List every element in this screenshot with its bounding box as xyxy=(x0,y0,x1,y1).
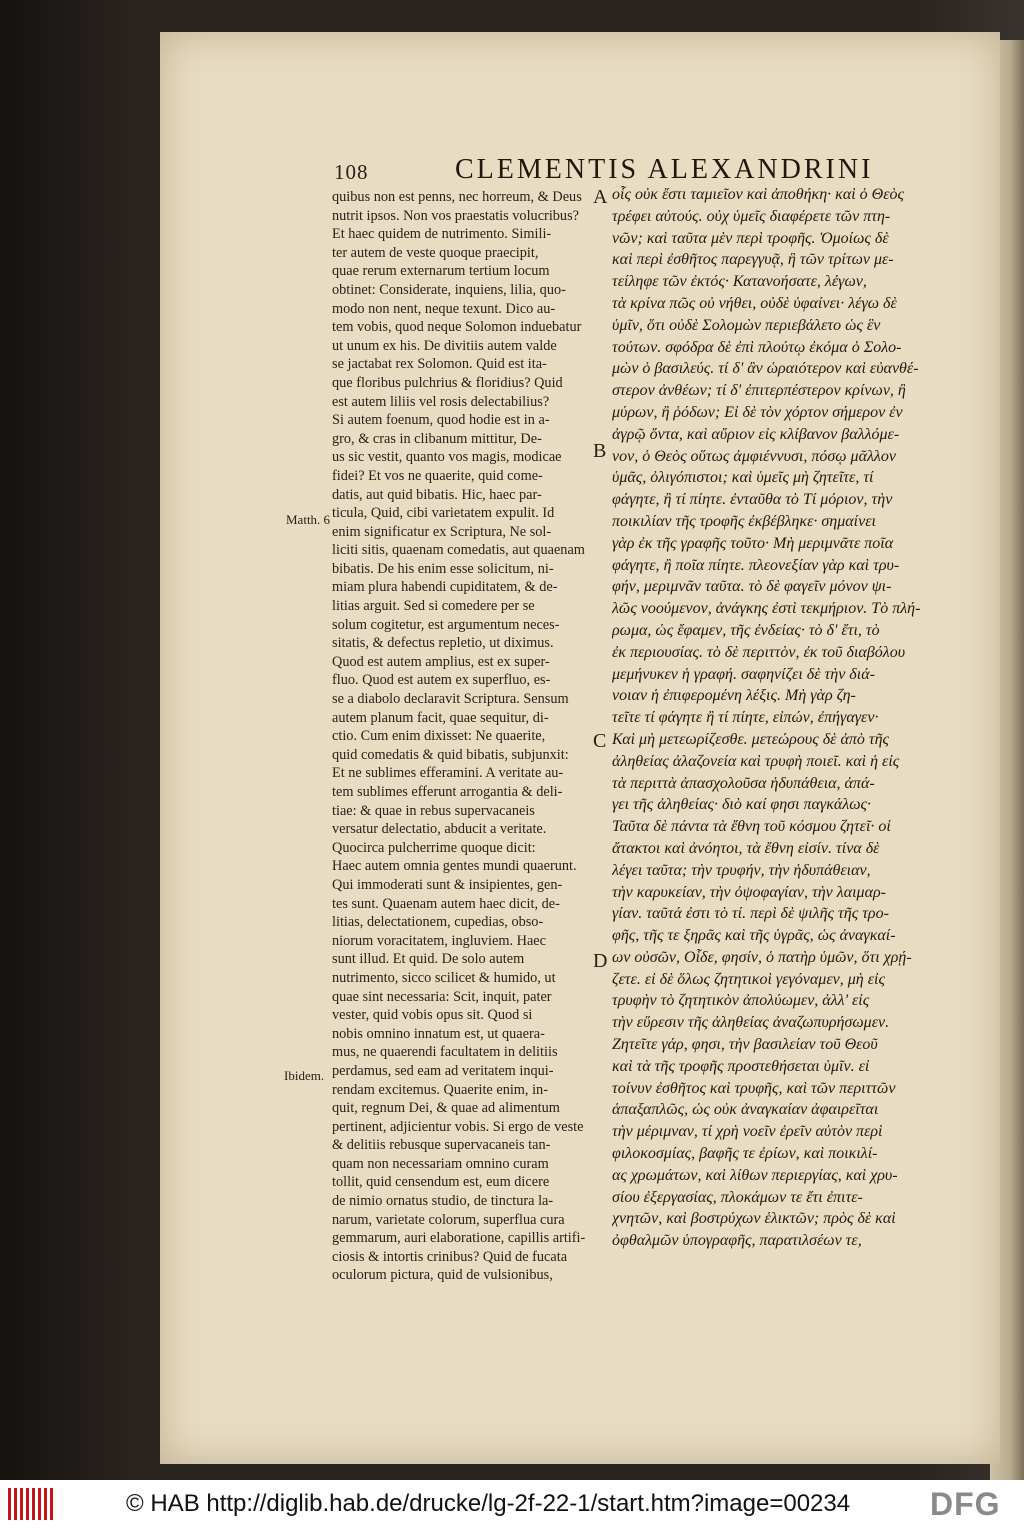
greek-text-line: τὴν εὕρεσιν τῆς ἀληθείας ἀναζωπυρήσωμεν. xyxy=(612,1014,890,1032)
latin-text-line: Si autem foenum, quod hodie est in a- xyxy=(332,412,550,429)
latin-text-line: nutrimento, sicco scilicet & humido, ut xyxy=(332,969,556,986)
latin-text-line: narum, varietate colorum, superflua cura xyxy=(332,1211,565,1228)
latin-text-line: litias arguit. Sed si comedere per se xyxy=(332,598,535,615)
latin-text-line: nobis omnino innatum est, ut quaera- xyxy=(332,1025,545,1042)
section-marker-c: C xyxy=(593,730,607,752)
greek-text-line: καὶ τὰ τῆς τροφῆς προστεθήσεται ὑμῖν. εἰ xyxy=(612,1057,870,1075)
greek-text-line: φιλοκοσμίας, βαφῆς τε ἐρίων, καὶ ποικιλί- xyxy=(612,1145,878,1163)
latin-text-line: datis, aut quid bibatis. Hic, haec par- xyxy=(332,486,542,503)
latin-text-line: gro, & cras in clibanum mittitur, De- xyxy=(332,430,542,447)
latin-text-line: miam plura habendi cupiditatem, & de- xyxy=(332,579,558,596)
section-marker-b: B xyxy=(593,440,607,462)
latin-text-line: perdamus, sed eam ad veritatem inqui- xyxy=(332,1062,554,1079)
footer-bar xyxy=(0,1480,1024,1529)
margin-note-ibidem: Ibidem. xyxy=(284,1068,325,1083)
greek-text-line: γίαν. ταῦτά ἐστι τὸ τί. περὶ δὲ ψιλῆς τῆς τρο- xyxy=(612,905,889,923)
margin-note-matth: Matth. 6 xyxy=(286,512,331,527)
latin-text-line: de nimio ornatus studio, de tinctura la- xyxy=(332,1193,554,1210)
greek-text-line: τὴν καρυκείαν, τὴν ὀψοφαγίαν, τὴν λαιμαρ- xyxy=(612,883,886,901)
greek-column xyxy=(612,184,944,1252)
greek-text-line: νοιαν ἡ ἐπιφερομένη λέξις. Μὴ γὰρ ζη- xyxy=(612,687,856,705)
greek-text-line: φῆς, τῆς τε ξηρᾶς καὶ τῆς ὑγρᾶς, ὡς ἀναγκαί- xyxy=(612,927,896,945)
latin-text-line: quid comedatis & quid bibatis, subjunxit: xyxy=(332,746,569,763)
greek-text-line: λῶς νοούμενον, ἀνάγκης ἐστὶ τεκμήριον. Τὸ πλή- xyxy=(612,600,921,618)
greek-text-line: ρωμα, ὡς ἔφαμεν, τῆς ἐνδείας· τὸ δ' ἔτι, τὸ xyxy=(612,621,880,639)
latin-text-line: bibatis. De his enim esse solicitum, ni- xyxy=(332,560,554,577)
dfg-logo: DFG xyxy=(930,1486,1001,1522)
greek-text-line: τείληφε τῶν ἐκτός· Κατανοήσατε, λέγων, xyxy=(612,273,867,291)
greek-text-line: ἐκ περιουσίας. τὸ δὲ περιττὸν, ἐκ τοῦ διαβόλου xyxy=(612,643,906,661)
greek-text-line: φήν, μεριμνᾶν ταῦτα. τὸ δὲ φαγεῖν μόνον ψι- xyxy=(612,578,892,596)
greek-text-line: φάγητε, ἢ τί πίητε. ἐνταῦθα τὸ Τί μόριον, τὴν xyxy=(612,491,893,509)
greek-text-line: ὑμῖν, ὅτι οὐδὲ Σολομὼν περιεβάλετο ὡς ἓν xyxy=(612,316,881,334)
greek-text-line: τρυφὴν τὸ ζητητικὸν ἀπολύωμεν, ἀλλ' εἰς xyxy=(612,992,870,1010)
greek-text-line: χνητῶν, καὶ βοστρύχων ἑλικτῶν; πρὸς δὲ καὶ xyxy=(612,1210,896,1228)
section-marker-a: A xyxy=(593,186,608,208)
latin-text-line: mus, ne quaerendi facultatem in delitiis xyxy=(332,1044,558,1061)
latin-text-line: fidei? Et vos ne quaerite, quid come- xyxy=(332,467,543,484)
latin-text-line: quit, regnum Dei, & quae ad alimentum xyxy=(332,1100,560,1117)
latin-text-line: rendam excitemus. Quaerite enim, in- xyxy=(332,1081,548,1098)
latin-text-line: quibus non est penns, nec horreum, & Deus xyxy=(332,189,582,205)
greek-text-line: οἷς οὐκ ἔστι ταμιεῖον καὶ ἀποθήκη· καὶ ὁ Θεὸς xyxy=(612,186,905,203)
greek-text-line: στερον ἀνθέων; τί δ' ἐπιτερπέστερον κρίνων, ἢ xyxy=(612,382,906,400)
latin-text-line: vester, quid vobis opus sit. Quod si xyxy=(332,1007,533,1024)
latin-text-line: & delitiis rebusque supervacaneis tan- xyxy=(332,1137,551,1154)
latin-text-line: ticula, Quid, cibi varietatem expulit. Id xyxy=(332,505,555,522)
latin-text-line: ciosis & intortis crinibus? Quid de fucata xyxy=(332,1248,568,1265)
latin-text-line: obtinet: Considerate, inquiens, lilia, quo- xyxy=(332,281,566,298)
greek-text-line: ζετε. εἰ δὲ ὅλως ζητητικοὶ γεγόναμεν, μὴ εἰς xyxy=(612,970,885,988)
greek-text-line: γει τῆς ἀληθείας· διὸ καί φησι παγκάλως· xyxy=(612,796,872,814)
latin-column xyxy=(332,188,594,1285)
running-head-title: CLEMENTIS ALEXANDRINI xyxy=(455,154,874,185)
greek-text-line: τούτων. σφόδρα δὲ ἐπὶ πλούτῳ ἐκόμα ὁ Σολο- xyxy=(612,338,902,356)
latin-text-line: enim significatur ex Scriptura, Ne sol- xyxy=(332,523,552,540)
greek-text-line: τὴν μέριμναν, τί χρὴ νοεῖν ἐρεῖν αὐτὸν περὶ xyxy=(612,1123,883,1141)
latin-text-line: Haec autem omnia gentes mundi quaerunt. xyxy=(332,858,577,875)
section-marker-d: D xyxy=(593,950,608,972)
page-number: 108 xyxy=(334,160,369,184)
greek-text-line: ἄτακτοι καὶ ἀνόητοι, τὰ ἔθνη εἰσίν. τίνα δὲ xyxy=(612,839,880,857)
latin-text-line: Qui immoderati sunt & insipientes, gen- xyxy=(332,876,563,893)
greek-text-line: μεμήνυκεν ἡ γραφή. σαφηνίζει δὲ τὴν διά- xyxy=(612,665,875,683)
hab-logo-icon xyxy=(8,1488,54,1520)
latin-text-line: que floribus pulchrius & floridius? Quid xyxy=(332,374,563,391)
latin-text-line: oculorum pictura, quid de vulsionibus, xyxy=(332,1267,553,1284)
greek-text-line: γὰρ ἐκ τῆς γραφῆς τοῦτο· Μὴ μεριμνᾶτε ποῖα xyxy=(612,534,894,552)
latin-text-line: tes sunt. Quaenam autem haec dicit, de- xyxy=(332,895,560,912)
copyright-text: © HAB http://diglib.hab.de/drucke/lg-2f-22-1/start.htm?image=00234 xyxy=(126,1490,851,1517)
greek-text-line: νῶν; καὶ ταῦτα μὲν περὶ τροφῆς. Ὁμοίως δὲ xyxy=(612,229,889,247)
latin-text-line: gemmarum, auri elaboratione, capillis artifi- xyxy=(332,1230,586,1247)
greek-text-line: ὀφθαλμῶν ὑπογραφῆς, παρατιλσέων τε, xyxy=(612,1232,862,1250)
latin-text-line: versatur delectatio, abducit a veritate. xyxy=(332,821,547,838)
latin-text-line: se jactabat rex Solomon. Quid est ita- xyxy=(332,356,547,373)
latin-text-line: tiae: & quae in rebus supervacaneis xyxy=(332,802,535,819)
greek-text-line: ποικιλίαν τῆς τροφῆς ἐκβέβληκε· σημαίνει xyxy=(612,512,876,530)
latin-text-line: niorum voracitatem, ingluviem. Haec xyxy=(332,932,546,949)
latin-text-line: ter autem de veste quoque praecipit, xyxy=(332,244,539,261)
latin-text-line: litias, delectationem, cupedias, obso- xyxy=(332,914,544,931)
latin-text-line: us sic vestit, quanto vos magis, modicae xyxy=(332,449,562,466)
latin-text-line: Quod est autem amplius, est ex super- xyxy=(332,653,550,670)
greek-text-line: Ζητεῖτε γάρ, φησι, τὴν βασιλείαν τοῦ Θεοῦ xyxy=(612,1036,878,1054)
greek-text-line: ων οὐσῶν, Οἶδε, φησίν, ὁ πατὴρ ὑμῶν, ὅτι χρῄ- xyxy=(612,948,912,966)
latin-text-line: quae rerum externarum tertium locum xyxy=(332,263,550,280)
latin-text-line: nutrit ipsos. Non vos praestatis volucribus? xyxy=(332,207,579,224)
greek-text-line: ἀληθείας ἀλαζονεία καὶ τρυφὴ ποιεῖ. καὶ ἡ εἰς xyxy=(612,752,900,770)
greek-text-line: τὰ περιττὰ ἀπασχολοῦσα ἡδυπάθεια, ἀπά- xyxy=(612,774,875,792)
greek-text-line: Ταῦτα δὲ πάντα τὰ ἔθνη τοῦ κόσμου ζητεῖ· οἱ xyxy=(612,818,891,836)
latin-text-line: pertinent, adjicientur vobis. Si ergo de veste xyxy=(332,1118,584,1135)
latin-text-line: modo non nent, neque texunt. Dico au- xyxy=(332,300,556,317)
latin-text-line: quam non necessariam omnino curam xyxy=(332,1155,549,1172)
greek-text-line: φάγητε, ἢ ποῖα πίητε. πλεονεξίαν γὰρ καὶ τρυ- xyxy=(612,556,900,574)
greek-text-line: ἀγρῷ ὄντα, καὶ αὔριον εἰς κλίβανον βαλλόμε- xyxy=(612,425,900,443)
greek-text-line: τεῖτε τί φάγητε ἢ τί πίητε, εἰπών, ἐπήγαγεν· xyxy=(612,709,879,727)
latin-text-line: autem planum facit, quae sequitur, di- xyxy=(332,709,549,726)
latin-text-line: tollit, quid censendum est, eum dicere xyxy=(332,1174,550,1191)
latin-text-line: est autem liliis vel rosis delectabilius? xyxy=(332,393,550,410)
latin-text-line: quae sint necessaria: Scit, inquit, pater xyxy=(332,988,552,1005)
latin-text-line: se a diabolo declaravit Scriptura. Sensum xyxy=(332,691,569,708)
latin-text-line: Et ne sublimes efferamini. A veritate au- xyxy=(332,765,564,782)
greek-text-line: τὰ κρίνα πῶς οὐ νήθει, οὐδὲ ὑφαίνει· λέγω δὲ xyxy=(612,294,897,312)
latin-text-line: tem sublimes efferunt arrogantia & deli- xyxy=(332,784,563,800)
latin-text-line: ut unum ex his. De divitiis autem valde xyxy=(332,337,557,354)
greek-text-line: ας χρωμάτων, καὶ λίθων περιεργίας, καὶ χρυ- xyxy=(612,1166,898,1184)
greek-text-line: μὼν ὁ βασιλεύς. τί δ' ἂν ὡραιότερον καὶ εὐανθέ- xyxy=(612,360,919,378)
latin-text-line: fluo. Quod est autem ex superfluo, es- xyxy=(332,672,551,689)
greek-text-line: τοίνυν ἐσθῆτος καὶ τρυφῆς, καὶ τῶν περιττῶν xyxy=(612,1079,896,1097)
latin-text-line: ctio. Cum enim dixisset: Ne quaerite, xyxy=(332,728,546,745)
greek-text-line: τρέφει αὐτούς. οὐχ ὑμεῖς διαφέρετε τῶν πτη- xyxy=(612,207,891,225)
greek-text-line: λέγει ταῦτα; τὴν τρυφήν, τὴν ἡδυπάθειαν, xyxy=(612,861,871,879)
greek-text-line: νον, ὁ Θεὸς οὕτως ἀμφιέννυσι, πόσῳ μᾶλλον xyxy=(612,447,896,465)
latin-text-line: solum cogitetur, est argumentum neces- xyxy=(332,616,560,633)
latin-text-line: tem vobis, quod neque Solomon induebatur xyxy=(332,319,582,336)
greek-text-line: σίου ἐξεργασίας, πλοκάμων τε ἔτι ἐπιτε- xyxy=(612,1188,863,1206)
latin-text-line: Quocirca pulcherrime quoque dicit: xyxy=(332,839,536,856)
greek-text-line: ἁπαξαπλῶς, ὡς οὐκ ἀναγκαίαν ἀφαιρεῖται xyxy=(612,1101,879,1119)
greek-text-line: ὑμᾶς, ὀλιγόπιστοι; καὶ ὑμεῖς μὴ ζητεῖτε, τί xyxy=(612,469,874,487)
latin-text-line: sitatis, & defectus repletio, ut diximus. xyxy=(332,635,554,652)
greek-text-line: καὶ περὶ ἐσθῆτος παρεγγυᾷ, ἣ τῶν τρίτων με- xyxy=(612,251,894,269)
greek-text-line: μύρων, ἢ ῥόδων; Εἰ δὲ τὸν χόρτον σήμερον ἐν xyxy=(612,403,903,421)
latin-text-line: liciti sitis, quaenam comedatis, aut quaenam xyxy=(332,542,585,559)
latin-text-line: sunt illud. Et quid. De solo autem xyxy=(332,951,525,968)
latin-text-line: Et haec quidem de nutrimento. Simili- xyxy=(332,226,552,243)
greek-text-line: Καὶ μὴ μετεωρίζεσθε. μετεώρους δὲ ἀπὸ τῆς xyxy=(612,730,890,748)
